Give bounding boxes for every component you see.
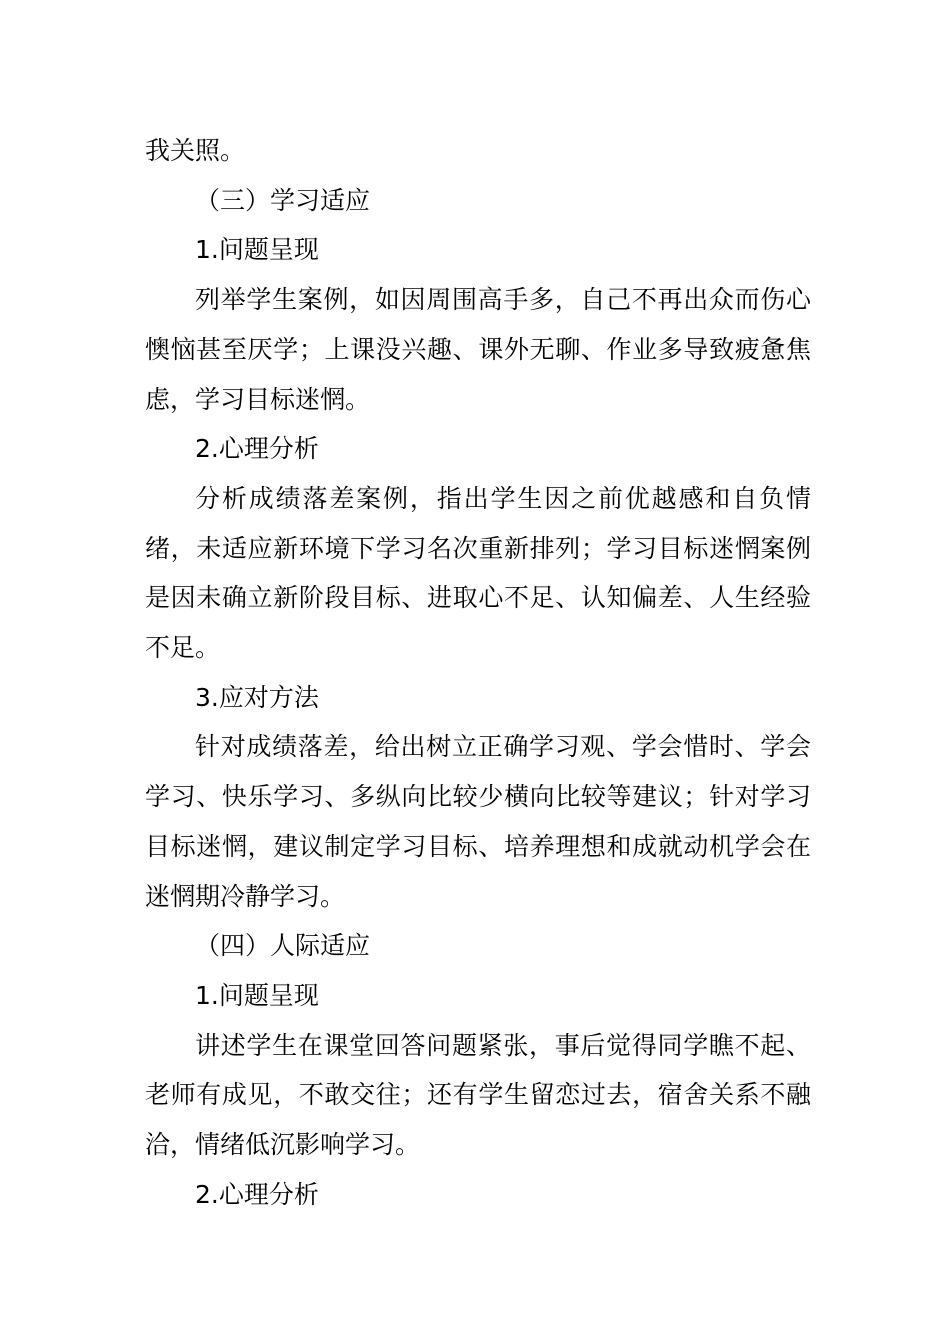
subheading-problem-presentation: 1.问题呈现 <box>195 235 319 265</box>
subheading-psychological-analysis: 2.心理分析 <box>195 434 319 464</box>
section-heading-learning-adaptation: （三）学习适应 <box>195 185 371 215</box>
paragraph-continuation: 我关照。 <box>145 136 246 165</box>
subheading-psychological-analysis-2: 2.心理分析 <box>195 1179 319 1209</box>
paragraph-learning-problems: 列举学生案例，如因周围高手多，自己不再出众而伤心懊恼甚至厌学；上课没兴趣、课外无聊、作业多导致疲惫焦虑，学习目标迷惘。 <box>145 285 811 414</box>
document-body <box>145 126 811 1219</box>
subheading-problem-presentation-2: 1.问题呈现 <box>195 980 319 1010</box>
paragraph-interpersonal-problems: 讲述学生在课堂回答问题紧张，事后觉得同学瞧不起、老师有成见，不敢交往；还有学生留恋过去，宿舍关系不融洽，情绪低沉影响学习。 <box>145 1030 811 1160</box>
subheading-coping-methods: 3.应对方法 <box>195 682 319 712</box>
section-heading-interpersonal-adaptation: （四）人际适应 <box>195 931 371 961</box>
paragraph-learning-coping: 针对成绩落差，给出树立正确学习观、学会惜时、学会学习、快乐学习、多纵向比较少横向比较等建议；针对学习目标迷惘，建议制定学习目标、培养理想和成就动机学会在迷惘期冷静学习。 <box>145 732 811 911</box>
paragraph-learning-analysis: 分析成绩落差案例，指出学生因之前优越感和自负情绪，未适应新环境下学习名次重新排列；学习目标迷惘案例是因未确立新阶段目标、进取心不足、认知偏差、人生经验不足。 <box>145 483 811 663</box>
